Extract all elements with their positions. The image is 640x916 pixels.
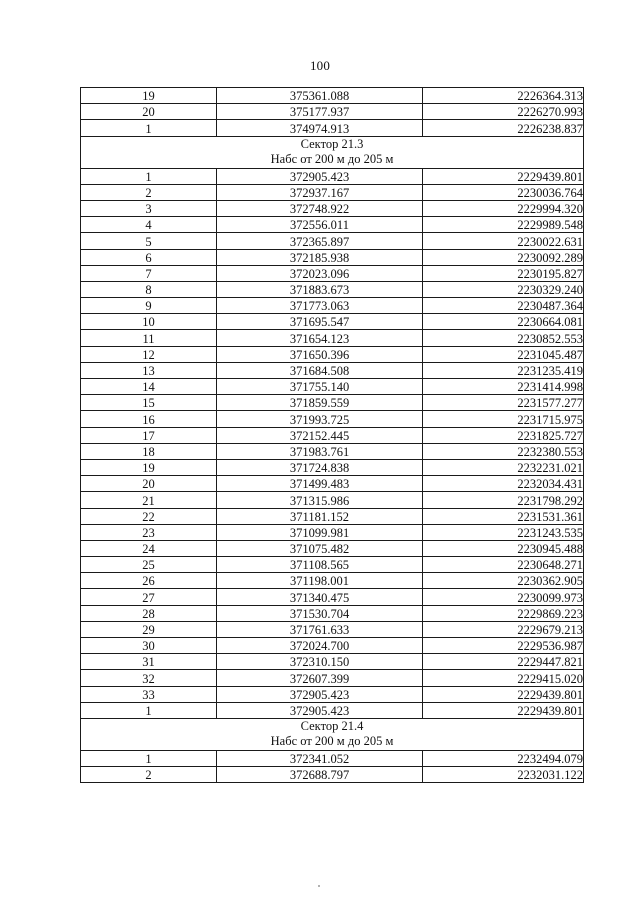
table-row [81,557,584,573]
y-coordinate-cell: 2231531.361 [423,508,584,524]
point-number-cell: 12 [81,346,217,362]
x-coordinate-cell: 372937.167 [217,184,423,200]
x-coordinate-cell: 371099.981 [217,524,423,540]
x-coordinate-cell: 371315.986 [217,492,423,508]
table-row [81,427,584,443]
y-coordinate-cell: 2230852.553 [423,330,584,346]
table-body [81,88,584,783]
y-coordinate-cell: 2229439.801 [423,168,584,184]
point-number-cell: 1 [81,120,217,136]
point-number-cell: 11 [81,330,217,346]
point-number-cell: 1 [81,750,217,766]
table-row [81,589,584,605]
table-row [81,573,584,589]
point-number-cell: 25 [81,557,217,573]
x-coordinate-cell: 372905.423 [217,702,423,718]
x-coordinate-cell: 371993.725 [217,411,423,427]
table-row [81,476,584,492]
table-row [81,654,584,670]
y-coordinate-cell: 2231798.292 [423,492,584,508]
y-coordinate-cell: 2232031.122 [423,767,584,783]
y-coordinate-cell: 2229439.801 [423,702,584,718]
x-coordinate-cell: 371340.475 [217,589,423,605]
x-coordinate-cell: 371075.482 [217,540,423,556]
y-coordinate-cell: 2229994.320 [423,200,584,216]
table-row [81,200,584,216]
table-row [81,638,584,654]
point-number-cell: 21 [81,492,217,508]
section-title: Сектор 21.3 [300,137,364,152]
y-coordinate-cell: 2231414.998 [423,379,584,395]
table-row [81,540,584,556]
y-coordinate-cell: 2229679.213 [423,621,584,637]
table-row [81,281,584,297]
y-coordinate-cell: 2232494.079 [423,750,584,766]
y-coordinate-cell: 2230362.905 [423,573,584,589]
point-number-cell: 1 [81,702,217,718]
table-row [81,120,584,136]
y-coordinate-cell: 2226270.993 [423,104,584,120]
table-row [81,605,584,621]
point-number-cell: 30 [81,638,217,654]
table-row [81,265,584,281]
y-coordinate-cell: 2230195.827 [423,265,584,281]
y-coordinate-cell: 2229447.821 [423,654,584,670]
x-coordinate-cell: 371695.547 [217,314,423,330]
x-coordinate-cell: 371530.704 [217,605,423,621]
table-row [81,459,584,475]
section-header-cell [81,718,584,750]
table-row [81,621,584,637]
point-number-cell: 19 [81,459,217,475]
table-row [81,411,584,427]
table-row [81,298,584,314]
table-row [81,750,584,766]
point-number-cell: 18 [81,443,217,459]
table-row [81,767,584,783]
table-row [81,314,584,330]
point-number-cell: 10 [81,314,217,330]
x-coordinate-cell: 371983.761 [217,443,423,459]
point-number-cell: 5 [81,233,217,249]
y-coordinate-cell: 2229439.801 [423,686,584,702]
y-coordinate-cell: 2230092.289 [423,249,584,265]
y-coordinate-cell: 2229869.223 [423,605,584,621]
point-number-cell: 1 [81,168,217,184]
y-coordinate-cell: 2230329.240 [423,281,584,297]
point-number-cell: 2 [81,184,217,200]
table-row [81,508,584,524]
x-coordinate-cell: 372023.096 [217,265,423,281]
table-row [81,670,584,686]
x-coordinate-cell: 372365.897 [217,233,423,249]
x-coordinate-cell: 372152.445 [217,427,423,443]
y-coordinate-cell: 2232034.431 [423,476,584,492]
table-row [81,233,584,249]
x-coordinate-cell: 371181.152 [217,508,423,524]
y-coordinate-cell: 2230022.631 [423,233,584,249]
point-number-cell: 26 [81,573,217,589]
y-coordinate-cell: 2229989.548 [423,217,584,233]
y-coordinate-cell: 2232231.021 [423,459,584,475]
table-row [81,443,584,459]
y-coordinate-cell: 2231825.727 [423,427,584,443]
y-coordinate-cell: 2231045.487 [423,346,584,362]
point-number-cell: 19 [81,88,217,104]
point-number-cell: 7 [81,265,217,281]
x-coordinate-cell: 371499.483 [217,476,423,492]
point-number-cell: 6 [81,249,217,265]
point-number-cell: 20 [81,104,217,120]
x-coordinate-cell: 371755.140 [217,379,423,395]
section-title: Сектор 21.4 [300,719,364,734]
x-coordinate-cell: 371198.001 [217,573,423,589]
point-number-cell: 4 [81,217,217,233]
point-number-cell: 14 [81,379,217,395]
x-coordinate-cell: 371883.673 [217,281,423,297]
y-coordinate-cell: 2230487.364 [423,298,584,314]
table-row [81,104,584,120]
point-number-cell: 8 [81,281,217,297]
x-coordinate-cell: 371650.396 [217,346,423,362]
x-coordinate-cell: 372024.700 [217,638,423,654]
table-row [81,492,584,508]
x-coordinate-cell: 371108.565 [217,557,423,573]
table-row [81,88,584,104]
table-row [81,217,584,233]
y-coordinate-cell: 2230036.764 [423,184,584,200]
table-row [81,168,584,184]
x-coordinate-cell: 371654.123 [217,330,423,346]
point-number-cell: 20 [81,476,217,492]
x-coordinate-cell: 374974.913 [217,120,423,136]
table-row [81,184,584,200]
table-row [81,702,584,718]
y-coordinate-cell: 2230648.271 [423,557,584,573]
x-coordinate-cell: 375177.937 [217,104,423,120]
point-number-cell: 28 [81,605,217,621]
table-row [81,330,584,346]
point-number-cell: 15 [81,395,217,411]
x-coordinate-cell: 371724.838 [217,459,423,475]
y-coordinate-cell: 2230945.488 [423,540,584,556]
coordinates-table [80,87,584,783]
section-header-cell [81,136,584,168]
x-coordinate-cell: 375361.088 [217,88,423,104]
scan-speck [318,885,320,887]
x-coordinate-cell: 372905.423 [217,686,423,702]
table-row [81,395,584,411]
point-number-cell: 24 [81,540,217,556]
point-number-cell: 23 [81,524,217,540]
x-coordinate-cell: 371859.559 [217,395,423,411]
x-coordinate-cell: 372310.150 [217,654,423,670]
table-row [81,346,584,362]
table-row [81,524,584,540]
x-coordinate-cell: 371761.633 [217,621,423,637]
y-coordinate-cell: 2229536.987 [423,638,584,654]
section-header-row [81,136,584,168]
x-coordinate-cell: 372688.797 [217,767,423,783]
point-number-cell: 29 [81,621,217,637]
y-coordinate-cell: 2231243.535 [423,524,584,540]
y-coordinate-cell: 2232380.553 [423,443,584,459]
table-row [81,249,584,265]
x-coordinate-cell: 372905.423 [217,168,423,184]
y-coordinate-cell: 2230664.081 [423,314,584,330]
table-row [81,379,584,395]
point-number-cell: 33 [81,686,217,702]
y-coordinate-cell: 2229415.020 [423,670,584,686]
point-number-cell: 31 [81,654,217,670]
y-coordinate-cell: 2230099.973 [423,589,584,605]
y-coordinate-cell: 2231235.419 [423,362,584,378]
x-coordinate-cell: 371773.063 [217,298,423,314]
y-coordinate-cell: 2226238.837 [423,120,584,136]
page-number: 100 [309,58,331,73]
point-number-cell: 2 [81,767,217,783]
point-number-cell: 3 [81,200,217,216]
table-row [81,686,584,702]
table-row [81,362,584,378]
point-number-cell: 22 [81,508,217,524]
point-number-cell: 16 [81,411,217,427]
x-coordinate-cell: 371684.508 [217,362,423,378]
x-coordinate-cell: 372556.011 [217,217,423,233]
point-number-cell: 32 [81,670,217,686]
y-coordinate-cell: 2231715.975 [423,411,584,427]
section-header-row [81,718,584,750]
point-number-cell: 27 [81,589,217,605]
x-coordinate-cell: 372607.399 [217,670,423,686]
x-coordinate-cell: 372341.052 [217,750,423,766]
x-coordinate-cell: 372748.922 [217,200,423,216]
x-coordinate-cell: 372185.938 [217,249,423,265]
point-number-cell: 13 [81,362,217,378]
y-coordinate-cell: 2231577.277 [423,395,584,411]
section-subtitle: Набс от 200 м до 205 м [270,152,394,167]
point-number-cell: 17 [81,427,217,443]
point-number-cell: 9 [81,298,217,314]
section-subtitle: Набс от 200 м до 205 м [270,734,394,749]
y-coordinate-cell: 2226364.313 [423,88,584,104]
